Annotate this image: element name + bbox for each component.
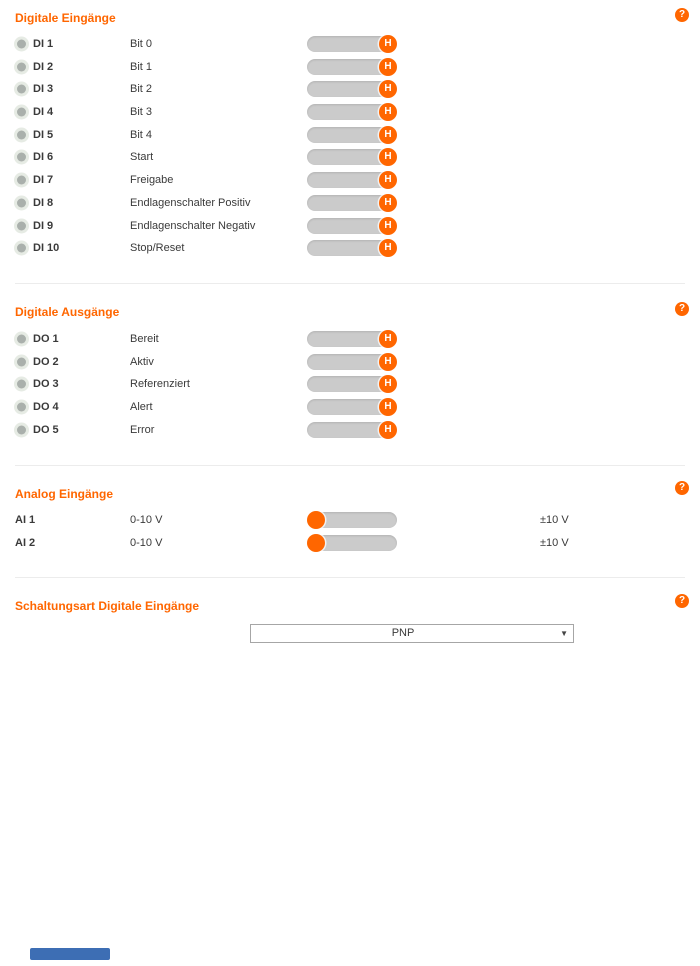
status-led	[17, 244, 26, 253]
do-row-3	[0, 373, 700, 396]
di-4-level-slider[interactable]	[307, 104, 397, 120]
di-row-1	[0, 33, 700, 56]
range-label: 0-10 V	[130, 537, 163, 549]
help-icon[interactable]: ?	[675, 302, 689, 316]
status-led	[17, 335, 26, 344]
do-row-4	[0, 396, 700, 419]
io-id-label: DI 6	[33, 151, 54, 164]
status-led	[17, 85, 26, 94]
io-function-label: Start	[130, 151, 154, 164]
io-id-label: DI 9	[33, 219, 54, 232]
di-row-7	[0, 169, 700, 192]
help-icon[interactable]: ?	[675, 481, 689, 495]
di-1-level-slider[interactable]	[307, 36, 397, 52]
section-title-digital-outputs: Digitale Ausgänge	[15, 305, 120, 319]
section-title-digital-inputs: Digitale Eingänge	[15, 11, 116, 25]
status-led	[17, 198, 26, 207]
status-led	[17, 130, 26, 139]
status-led	[17, 176, 26, 185]
io-id-label: DO 1	[33, 333, 59, 346]
io-function-label: Freigabe	[130, 174, 174, 187]
section-divider	[15, 577, 685, 578]
slider-handle-h[interactable]: H	[379, 330, 397, 348]
di-row-10	[0, 237, 700, 260]
io-function-label: Bit 0	[130, 38, 153, 51]
digital-outputs-list	[0, 328, 700, 441]
io-id-label: DI 2	[33, 60, 54, 73]
alt-range-label: ±10 V	[540, 514, 569, 526]
di-3-level-slider[interactable]	[307, 81, 397, 97]
io-id-label: DI 4	[33, 106, 54, 119]
do-row-2	[0, 350, 700, 373]
io-function-label: Bit 3	[130, 106, 153, 119]
di-row-5	[0, 123, 700, 146]
io-id-label: DO 2	[33, 355, 59, 368]
di-5-level-slider[interactable]	[307, 127, 397, 143]
status-led	[17, 380, 26, 389]
io-function-label: Endlagenschalter Negativ	[130, 219, 256, 232]
ai-1-range-slider[interactable]	[307, 512, 397, 528]
di-row-4	[0, 101, 700, 124]
di-row-2	[0, 55, 700, 78]
slider-handle-h[interactable]: H	[379, 35, 397, 53]
io-id-label: AI 1	[15, 514, 36, 526]
di-row-3	[0, 78, 700, 101]
di-row-6	[0, 146, 700, 169]
io-function-label: Endlagenschalter Positiv	[130, 196, 251, 209]
io-id-label: DI 5	[33, 128, 54, 141]
switching-type-select[interactable]	[250, 624, 574, 643]
chevron-down-icon: ▼	[560, 629, 568, 638]
section-title-analog-inputs: Analog Eingänge	[15, 487, 114, 501]
help-icon[interactable]: ?	[675, 8, 689, 22]
do-2-level-slider[interactable]	[307, 354, 397, 370]
alt-range-label: ±10 V	[540, 537, 569, 549]
io-function-label: Bereit	[130, 333, 159, 346]
slider-handle-h[interactable]: H	[379, 398, 397, 416]
io-id-label: AI 2	[15, 537, 36, 549]
status-led	[17, 62, 26, 71]
io-function-label: Aktiv	[130, 355, 154, 368]
status-led	[17, 221, 26, 230]
di-9-level-slider[interactable]	[307, 218, 397, 234]
io-function-label: Referenziert	[130, 378, 190, 391]
di-2-level-slider[interactable]	[307, 59, 397, 75]
io-function-label: Alert	[130, 401, 153, 414]
ai-row-2	[0, 532, 700, 555]
status-led	[17, 108, 26, 117]
slider-handle-h[interactable]: H	[379, 239, 397, 257]
slider-handle-h[interactable]: H	[379, 126, 397, 144]
do-4-level-slider[interactable]	[307, 399, 397, 415]
do-1-level-slider[interactable]	[307, 331, 397, 347]
slider-handle-h[interactable]: H	[379, 80, 397, 98]
slider-handle-h[interactable]: H	[379, 148, 397, 166]
status-led	[17, 403, 26, 412]
switching-type-selected-value: PNP	[391, 627, 415, 639]
io-id-label: DI 3	[33, 83, 54, 96]
status-led	[17, 425, 26, 434]
status-led	[17, 357, 26, 366]
section-divider	[15, 465, 685, 466]
io-id-label: DO 5	[33, 423, 59, 436]
ai-2-range-slider[interactable]	[307, 535, 397, 551]
di-row-9	[0, 214, 700, 237]
slider-handle-h[interactable]: H	[379, 103, 397, 121]
digital-inputs-list	[0, 33, 700, 260]
slider-handle-h[interactable]: H	[379, 421, 397, 439]
slider-handle-h[interactable]: H	[379, 58, 397, 76]
status-led	[17, 153, 26, 162]
io-id-label: DI 8	[33, 196, 54, 209]
slider-handle-h[interactable]: H	[379, 217, 397, 235]
help-icon[interactable]: ?	[675, 594, 689, 608]
di-8-level-slider[interactable]	[307, 195, 397, 211]
range-label: 0-10 V	[130, 514, 163, 526]
io-id-label: DI 1	[33, 38, 54, 51]
slider-handle-h[interactable]: H	[379, 171, 397, 189]
slider-handle[interactable]	[307, 511, 325, 529]
section-title-switching-type: Schaltungsart Digitale Eingänge	[15, 599, 200, 613]
io-function-label: Bit 4	[130, 128, 153, 141]
di-row-8	[0, 192, 700, 215]
ai-row-1	[0, 509, 700, 532]
slider-handle[interactable]	[307, 534, 325, 552]
status-led	[17, 40, 26, 49]
io-id-label: DO 3	[33, 378, 59, 391]
slider-handle-h[interactable]: H	[379, 353, 397, 371]
io-function-label: Bit 1	[130, 60, 153, 73]
slider-handle-h[interactable]: H	[379, 375, 397, 393]
io-function-label: Bit 2	[130, 83, 153, 96]
io-id-label: DO 4	[33, 401, 59, 414]
partial-blue-element	[30, 948, 110, 960]
do-5-level-slider[interactable]	[307, 422, 397, 438]
io-function-label: Stop/Reset	[130, 242, 185, 255]
do-row-1	[0, 328, 700, 351]
analog-inputs-list	[0, 509, 700, 555]
di-6-level-slider[interactable]	[307, 149, 397, 165]
do-3-level-slider[interactable]	[307, 376, 397, 392]
section-divider	[15, 283, 685, 284]
io-id-label: DI 7	[33, 174, 54, 187]
io-function-label: Error	[130, 423, 155, 436]
io-id-label: DI 10	[33, 242, 60, 255]
di-10-level-slider[interactable]	[307, 240, 397, 256]
di-7-level-slider[interactable]	[307, 172, 397, 188]
slider-handle-h[interactable]: H	[379, 194, 397, 212]
do-row-5	[0, 418, 700, 441]
